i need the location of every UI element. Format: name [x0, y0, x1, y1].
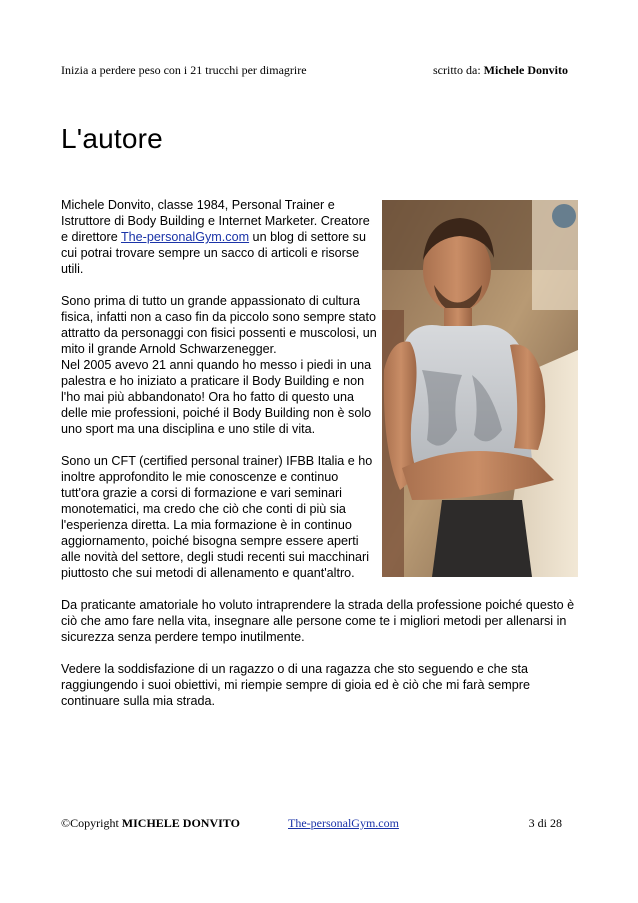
- author-credit: [433, 62, 568, 78]
- page-footer: [61, 815, 571, 831]
- blog-link[interactable]: The-personalGym.com: [120, 230, 250, 244]
- body-text: [61, 197, 576, 725]
- copyright-prefix: ©Copyright: [61, 816, 119, 830]
- paragraph-5: Vedere la soddisfazione di un ragazzo o di una ragazza che sto seguendo e che sta raggiungendo i suoi obiettivi, mi riempie sempre di gioia ed è ciò che mi farà sempre continuare sulla mia strada.: [61, 662, 531, 708]
- book-title: Inizia a perdere peso con i 21 trucchi per dimagrire: [61, 63, 307, 77]
- page-number: 3 di 28: [528, 816, 562, 830]
- paragraph-1-intro: Michele Donvito, classe 1984, Personal Trainer e Istruttore di Body Building e Internet Marketer. Creatore e direttore: [61, 198, 370, 244]
- copyright-name: MICHELE DONVITO: [121, 816, 240, 830]
- paragraph-3: Sono un CFT (certified personal trainer) IFBB Italia e ho inoltre approfondito le mie conoscenze e continuo tutt'ora grazie a corsi di formazione e vari seminari monotematici, ma credo che ciò che conti di più sia l'esperienza diretta. La mia formazione è in continuo aggiornamento, poiché bisogna sempre essere aperti alle novità del settore, degli studi recenti sui macchinari piuttosto che sui metodi di allenamento e quant'altro.: [61, 454, 373, 580]
- paragraph-4: Da praticante amatoriale ho voluto intraprendere la strada della professione poiché questo è ciò che amo fare nella vita, insegnare alle persone come te i migliori metodi per allenarsi in sicurezza senza perdere tempo inutilmente.: [61, 598, 575, 644]
- photo-illustration: [382, 200, 578, 577]
- copyright: [61, 815, 240, 831]
- page-title: L'autore: [61, 123, 163, 154]
- author-name: Michele Donvito: [483, 63, 568, 77]
- paragraph-1-outro: un blog di settore su cui potrai trovare sempre un sacco di articoli e risorse utili.: [61, 230, 366, 276]
- page-header: [61, 62, 571, 78]
- paragraph-2-line-1: Sono prima di tutto un grande appassionato di cultura fisica, infatti non a caso fin da piccolo sono sempre stato attratto da personaggi con fisici possenti e muscolosi, un mito il grande Arnold Schwarzenegger.: [61, 294, 377, 356]
- footer-site-link[interactable]: The-personalGym.com: [288, 816, 399, 830]
- author-photo: [382, 200, 578, 577]
- author-prefix: scritto da:: [433, 63, 481, 77]
- paragraph-2-line-2: Nel 2005 avevo 21 anni quando ho messo i piedi in una palestra e ho iniziato a praticare il Body Building e non l'ho mai più abbandonato! Ora ho fatto di questo una delle mie professioni, poiché il Body Building non è solo uno sport ma una disciplina e uno stile di vita.: [61, 358, 372, 436]
